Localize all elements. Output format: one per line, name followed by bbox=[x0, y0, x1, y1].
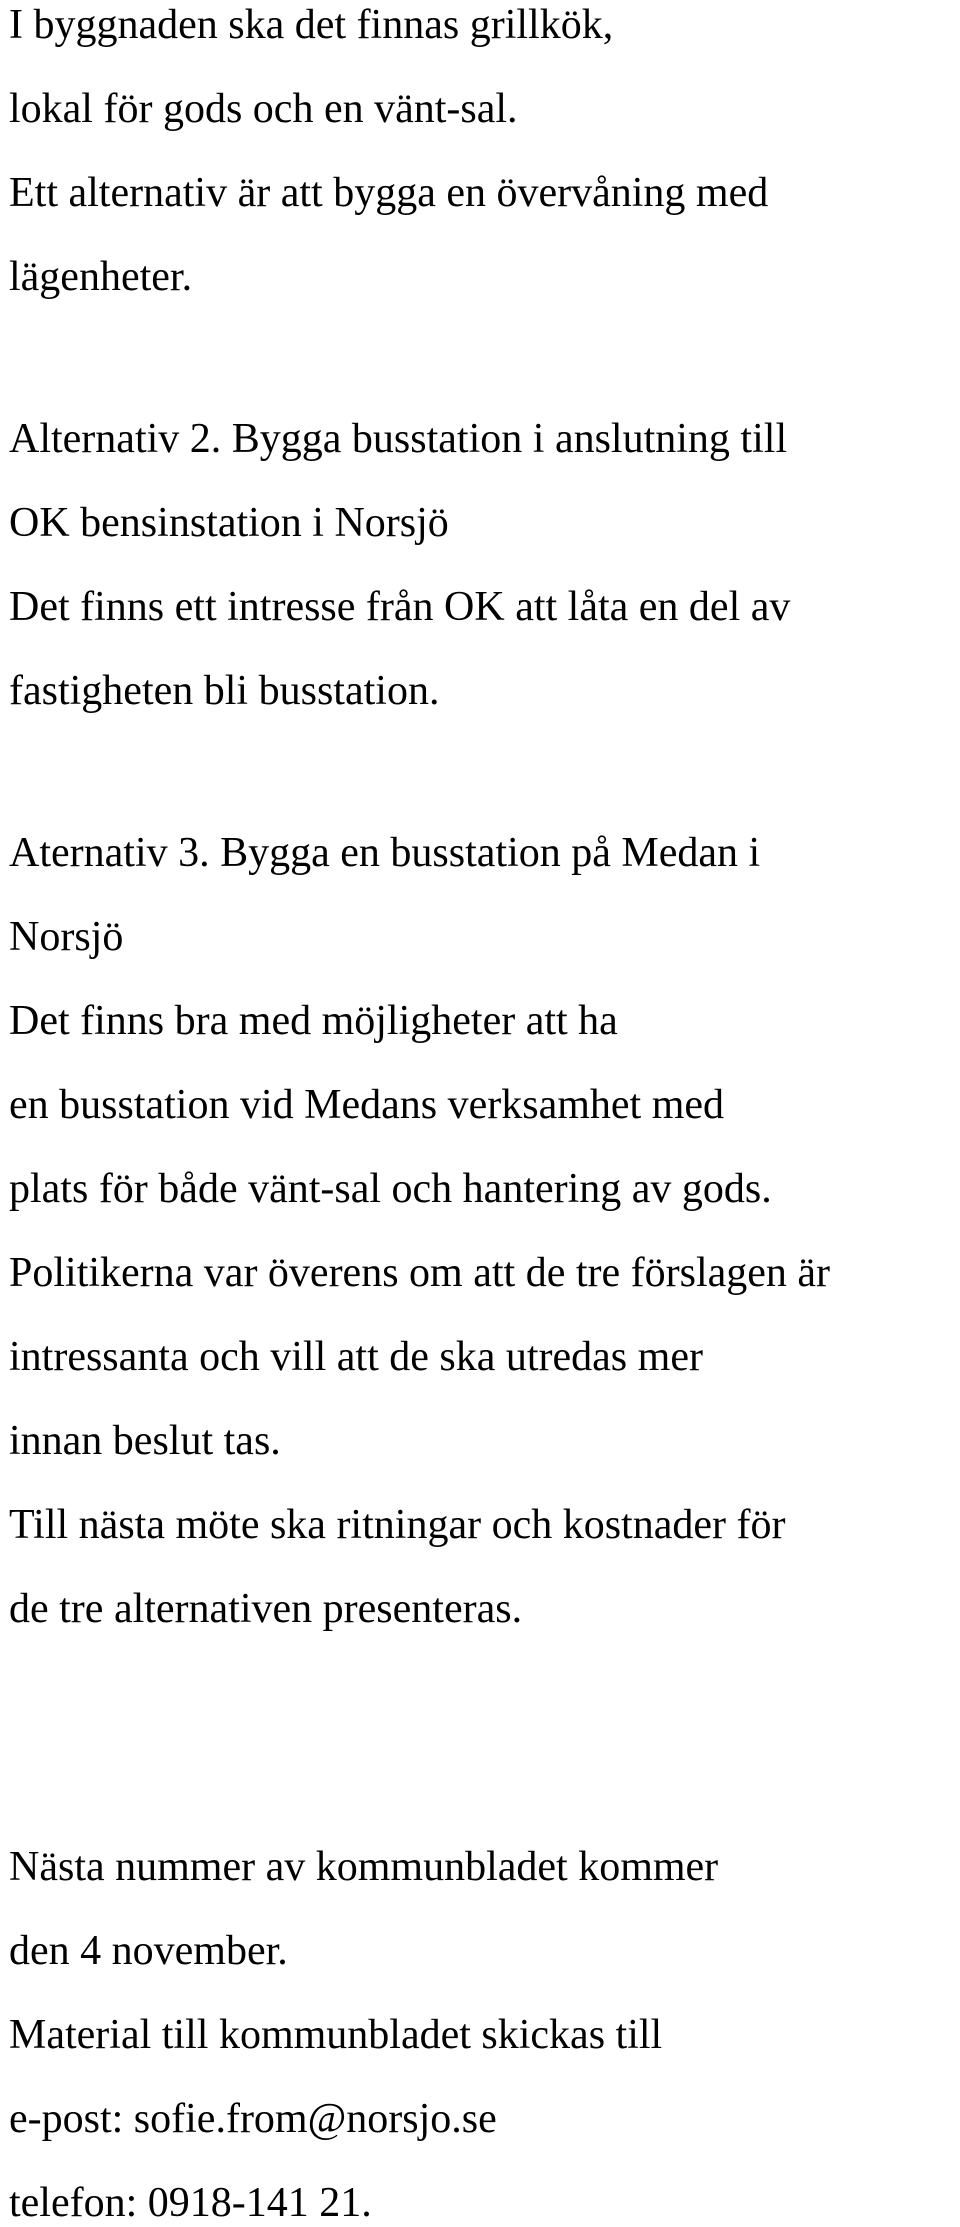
footer-line-2: den 4 november. bbox=[9, 1928, 288, 1974]
intro-line-2: lokal för gods och en vänt-sal. bbox=[9, 86, 518, 132]
alternative2-line-4: fastigheten bli busstation. bbox=[9, 668, 440, 714]
footer-email-line: e-post: sofie.from@norsjo.se bbox=[9, 2096, 497, 2142]
alternative3-line-10: de tre alternativen presenteras. bbox=[9, 1586, 523, 1632]
alternative2-line-1: Alternativ 2. Bygga busstation i anslutning till bbox=[9, 416, 788, 462]
alternative3-line-6: Politikerna var överens om att de tre förslagen är bbox=[9, 1250, 831, 1296]
alternative2-line-2: OK bensinstation i Norsjö bbox=[9, 500, 449, 546]
alternative3-line-3: Det finns bra med möjligheter att ha bbox=[9, 998, 618, 1044]
intro-line-1: I byggnaden ska det finnas grillkök, bbox=[9, 2, 614, 48]
alternative3-line-7: intressanta och vill att de ska utredas mer bbox=[9, 1334, 703, 1380]
alternative3-line-4: en busstation vid Medans verksamhet med bbox=[9, 1082, 725, 1128]
intro-line-4: lägenheter. bbox=[9, 254, 193, 300]
footer-line-1: Nästa nummer av kommunbladet kommer bbox=[9, 1844, 719, 1890]
alternative3-line-1: Aternativ 3. Bygga en busstation på Medan i bbox=[9, 830, 761, 876]
intro-line-3: Ett alternativ är att bygga en övervåning med bbox=[9, 170, 769, 216]
footer-line-3: Material till kommunbladet skickas till bbox=[9, 2012, 663, 2058]
alternative3-line-9: Till nästa möte ska ritningar och kostnader för bbox=[9, 1502, 786, 1548]
alternative3-line-5: plats för både vänt-sal och hantering av gods. bbox=[9, 1166, 772, 1212]
footer-phone-line: telefon: 0918-141 21. bbox=[9, 2180, 372, 2226]
alternative3-line-8: innan beslut tas. bbox=[9, 1418, 281, 1464]
alternative3-line-2: Norsjö bbox=[9, 914, 124, 960]
alternative2-line-3: Det finns ett intresse från OK att låta en del av bbox=[9, 584, 791, 630]
